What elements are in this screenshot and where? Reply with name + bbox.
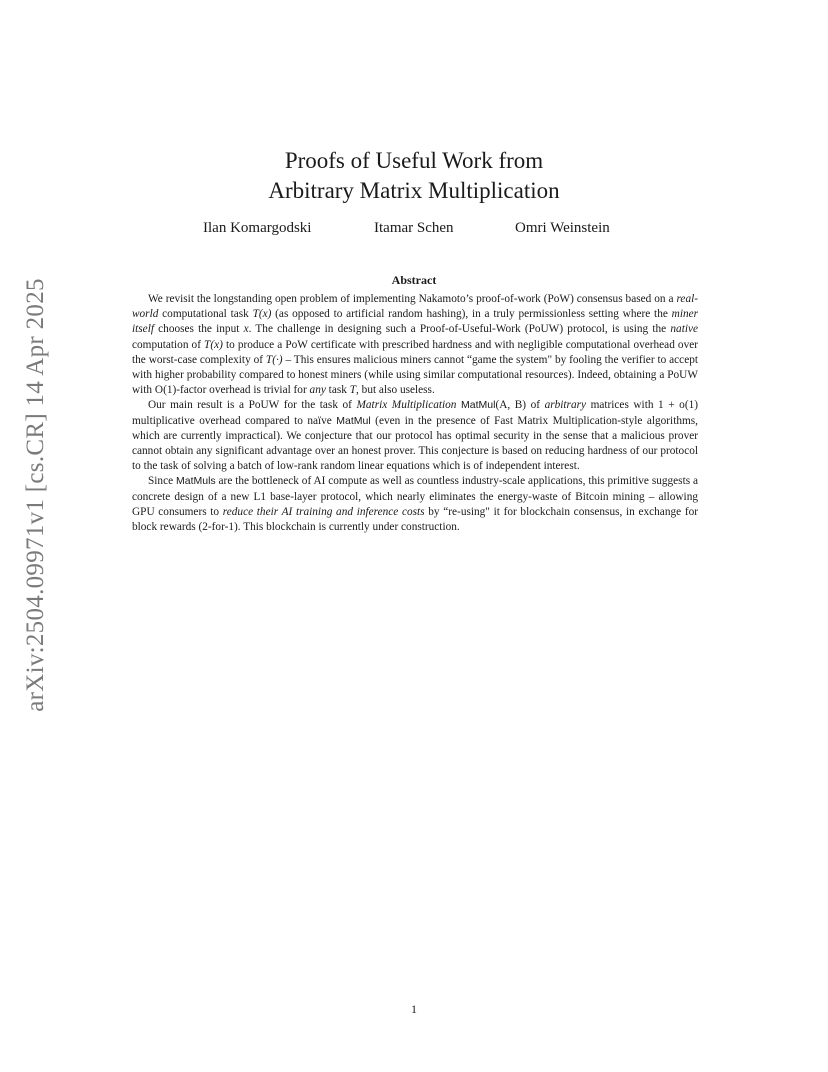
author-name: Ilan Komargodski bbox=[203, 220, 312, 236]
paper-title-line-2: Arbitrary Matrix Multiplication bbox=[268, 178, 560, 203]
page-number: 1 bbox=[411, 1002, 417, 1016]
author-name: Omri Weinstein bbox=[515, 220, 610, 236]
arxiv-identifier: arXiv:2504.09971v1 [cs.CR] 14 Apr 2025 bbox=[22, 278, 49, 712]
abstract-paragraph-1: We revisit the longstanding open problem of implementing Nakamoto’s proof-of-work (PoW) consensus based on a real-world computational task T(x) (as opposed to artificial random hashing), in a truly permissionless setting where the miner itself chooses the input x. The challenge in designing such a Proof-of-Useful-Work (PoUW) protocol, is using the native computation of T(x) to produce a PoW certificate with prescribed hardness and with negligible computational overhead over the worst-case complexity of T(·) – This ensures malicious miners cannot “game the system" by fooling the verifier to accept with higher probability compared to honest miners (while using similar computational resources). Indeed, obtaining a PoUW with O(1)-factor overhead is trivial for any task T, but also useless. bbox=[132, 293, 699, 397]
abstract-heading: Abstract bbox=[391, 273, 437, 287]
abstract-paragraph-2: Our main result is a PoUW for the task of Matrix Multiplication MatMul(A, B) of arbitrary matrices with 1 + o(1) multiplicative overhead compared to naïve MatMul (even in the presence of Fast Matrix Multiplication-style algorithms, which are currently impractical). We conjecture that our protocol has optimal security in the sense that a malicious prover cannot obtain any significant advantage over an honest prover. This conjecture is based on reducing hardness of our protocol to the task of solving a batch of low-rank random linear equations which is of independent interest. bbox=[132, 399, 698, 473]
abstract-paragraph-3: Since MatMuls are the bottleneck of AI compute as well as countless industry-scale applications, this primitive suggests a concrete design of a new L1 base-layer protocol, which nearly eliminates the energy-waste of Bitcoin mining – allowing GPU consumers to reduce their AI training and inference costs by “re-using" it for blockchain consensus, in exchange for block rewards (2-for-1). This blockchain is currently under construction. bbox=[132, 475, 698, 534]
author-name: Itamar Schen bbox=[374, 220, 454, 236]
author-list bbox=[0, 220, 828, 242]
abstract-body bbox=[132, 292, 698, 535]
paper-title-line-1: Proofs of Useful Work from bbox=[284, 148, 544, 173]
